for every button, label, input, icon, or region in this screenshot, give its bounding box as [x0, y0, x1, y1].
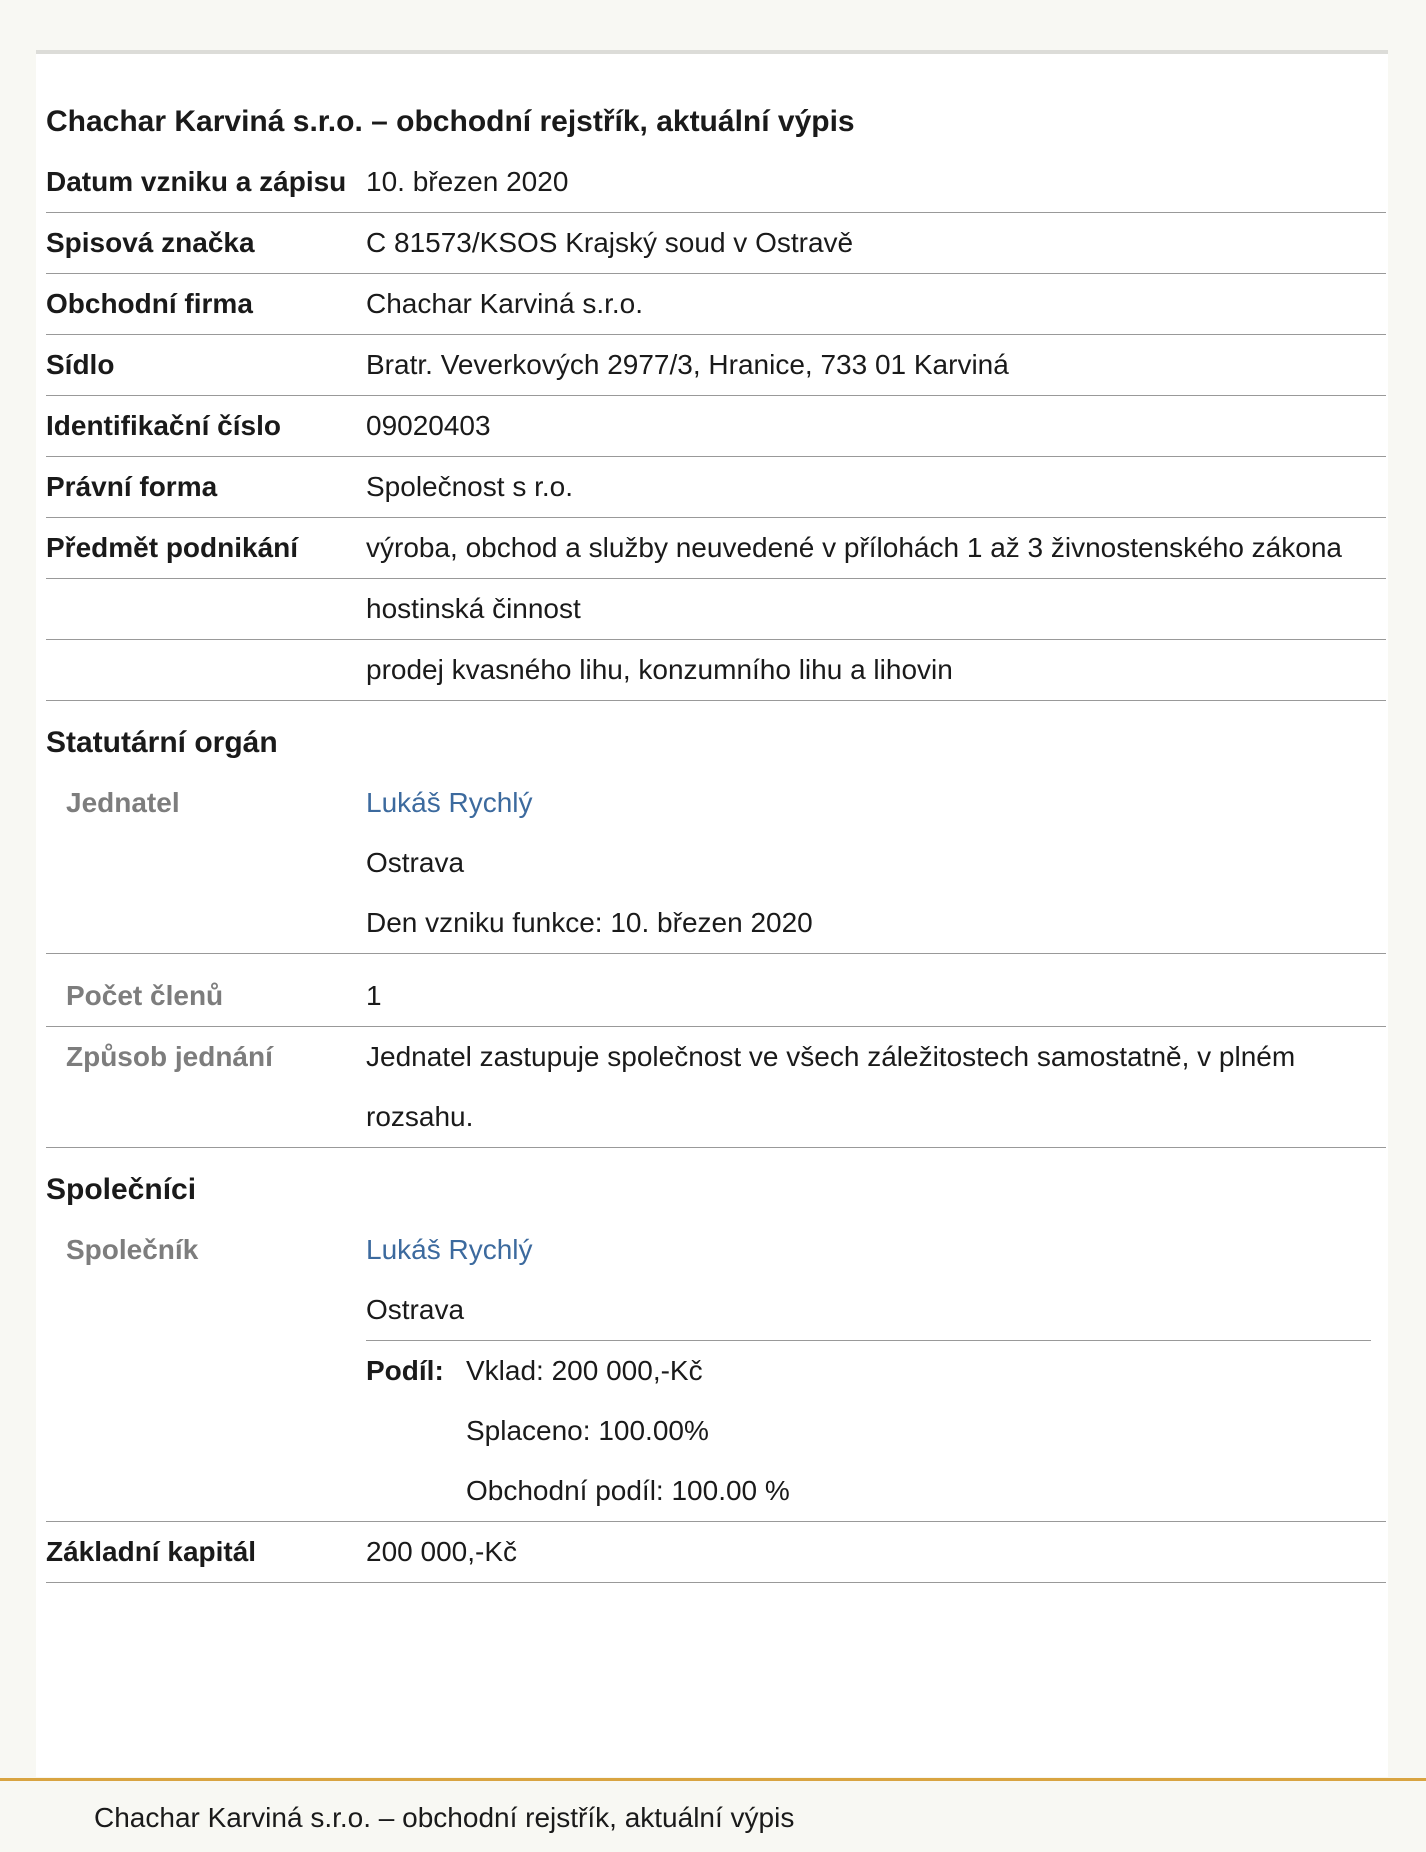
registry-extract-card — [36, 50, 1388, 1777]
row-datum-vzniku — [46, 152, 1386, 213]
section-heading: Statutární orgán — [46, 726, 278, 759]
row-value — [366, 773, 1386, 954]
section-statutarni-organ — [46, 701, 1386, 774]
row-label: Obchodní firma — [46, 274, 366, 335]
row-spolecnik — [46, 1220, 1386, 1522]
row-value: prodej kvasného lihu, konzumního lihu a lihovin — [366, 640, 1386, 701]
section-heading: Společníci — [46, 1173, 197, 1206]
row-label: Počet členů — [46, 966, 366, 1027]
share-deposit: Vklad: 200 000,-Kč — [466, 1355, 703, 1386]
row-predmet-podnikani — [46, 518, 1386, 579]
row-label: Datum vzniku a zápisu — [46, 152, 366, 213]
section-spolecnici — [46, 1148, 1386, 1221]
share-ownership: Obchodní podíl: 100.00 % — [466, 1475, 790, 1506]
row-label: Základní kapitál — [46, 1522, 366, 1583]
row-pravni-forma — [46, 457, 1386, 518]
person-city: Ostrava — [366, 847, 465, 878]
row-label: Identifikační číslo — [46, 396, 366, 457]
row-label: Spisová značka — [46, 213, 366, 274]
row-identifikacni-cislo — [46, 396, 1386, 457]
function-since: Den vzniku funkce: 10. březen 2020 — [366, 907, 813, 938]
row-value: Chachar Karviná s.r.o. — [366, 274, 1386, 335]
row-value: Jednatel zastupuje společnost ve všech záležitostech samostatně, v plném rozsahu. — [366, 1027, 1386, 1148]
row-value: Společnost s r.o. — [366, 457, 1386, 518]
page-title: Chachar Karviná s.r.o. – obchodní rejstřík, aktuální výpis — [46, 105, 855, 138]
row-value: C 81573/KSOS Krajský soud v Ostravě — [366, 213, 1386, 274]
share-block — [366, 1340, 1371, 1521]
row-label: Sídlo — [46, 335, 366, 396]
row-zakladni-kapital — [46, 1522, 1386, 1583]
row-value — [366, 1220, 1386, 1522]
row-label: Jednatel — [46, 773, 366, 954]
row-value: 1 — [366, 966, 1386, 1027]
row-predmet-podnikani-3 — [46, 640, 1386, 701]
row-sidlo — [46, 335, 1386, 396]
footer-divider — [0, 1778, 1426, 1781]
row-spisova-znacka — [46, 213, 1386, 274]
row-obchodni-firma — [46, 274, 1386, 335]
row-value: hostinská činnost — [366, 579, 1386, 640]
share-paid: Splaceno: 100.00% — [466, 1415, 709, 1446]
person-link[interactable]: Lukáš Rychlý — [366, 787, 533, 818]
row-value: 10. březen 2020 — [366, 152, 1386, 213]
row-label: Společník — [46, 1220, 366, 1522]
footer-title: Chachar Karviná s.r.o. – obchodní rejstřík, aktuální výpis — [94, 1802, 795, 1833]
row-label: Právní forma — [46, 457, 366, 518]
row-value: 200 000,-Kč — [366, 1522, 1386, 1583]
row-jednatel — [46, 773, 1386, 954]
share-values — [466, 1341, 790, 1521]
row-label: Způsob jednání — [46, 1027, 366, 1148]
row-predmet-podnikani-2 — [46, 579, 1386, 640]
row-value: 09020403 — [366, 396, 1386, 457]
person-city: Ostrava — [366, 1294, 465, 1325]
registry-table — [46, 152, 1386, 1583]
row-value: Bratr. Veverkových 2977/3, Hranice, 733 01 Karviná — [366, 335, 1386, 396]
row-label: Předmět podnikání — [46, 518, 366, 579]
row-zpusob-jednani — [46, 1027, 1386, 1148]
share-label: Podíl: — [366, 1355, 444, 1386]
row-value: výroba, obchod a služby neuvedené v přílohách 1 až 3 živnostenského zákona — [366, 518, 1386, 579]
row-pocet-clenu — [46, 966, 1386, 1027]
person-link[interactable]: Lukáš Rychlý — [366, 1234, 533, 1265]
